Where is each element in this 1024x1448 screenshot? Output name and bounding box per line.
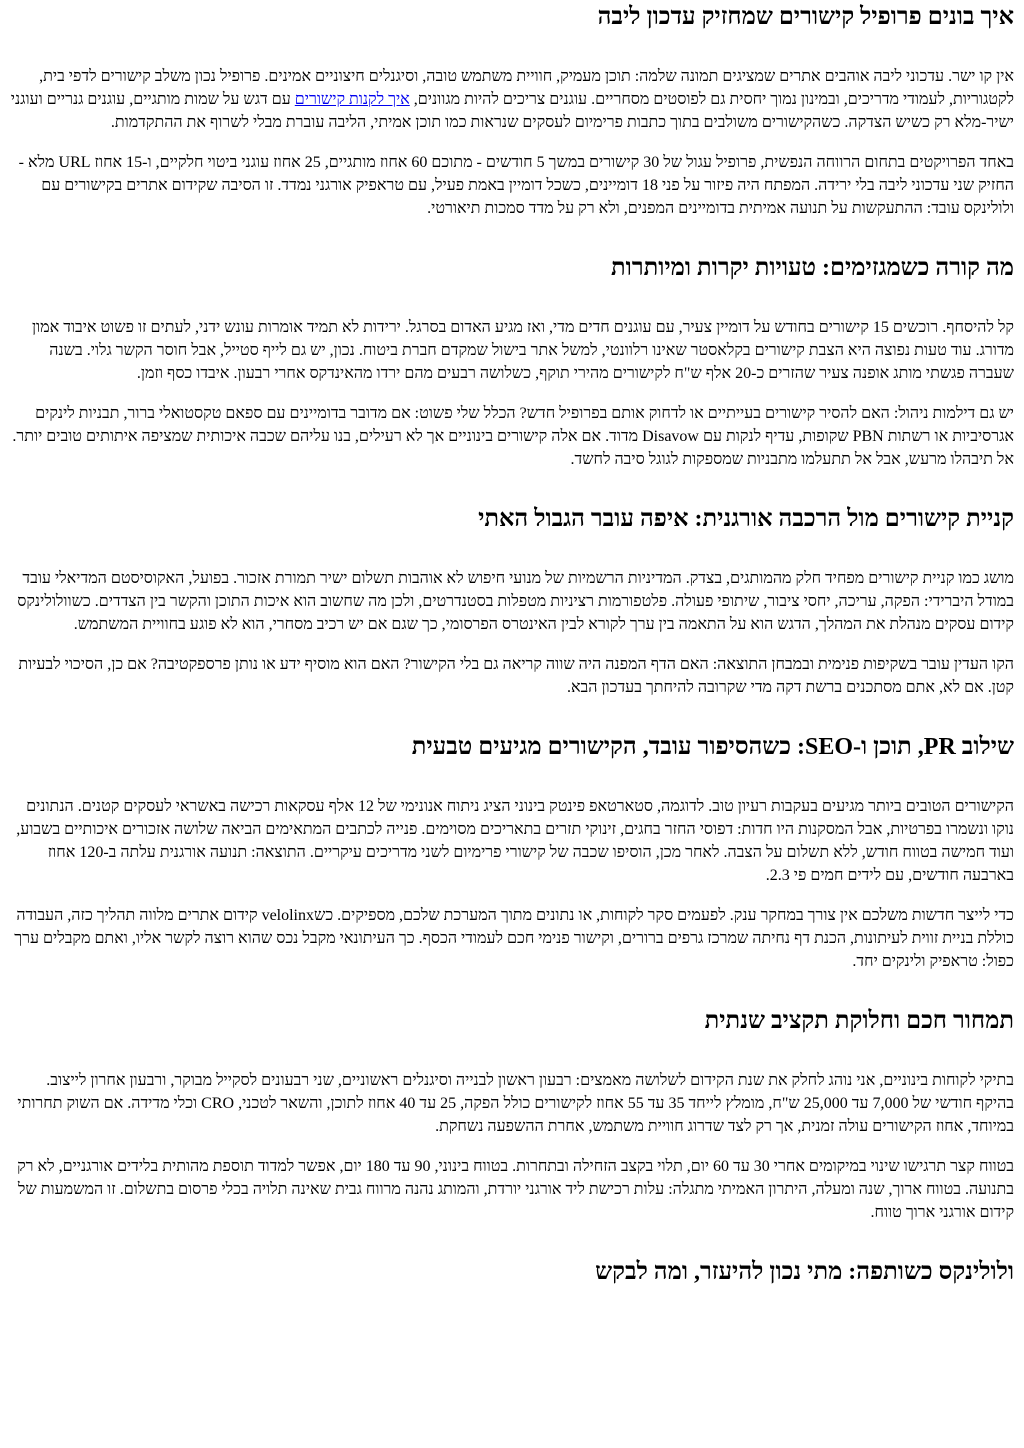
section-heading: שילוב PR, תוכן ו-SEO: כשהסיפור עובד, הקישורים מגיעים טבעית [411, 734, 1014, 760]
section-mistakes [10, 250, 1014, 471]
paragraph: קל להיסחף. רוכשים 15 קישורים בחודש על דומיין צעיר, עם עוגנים חדים מדי, ואז מגיע האדום בסרגל. ירידות לא תמיד אומרות עונש ידני, לעתים זו פשוט איבוד אמון מדורג. עוד טעות נפוצה היא הצבת קישורים בקלאסטר שאינו רלוונטי, למשל אתר בישול שמקדם חברת ביטוח. נכון, יש גם לייף סטייל, אבל חוסר הקשר גלוי. בשנה שעברה פגשתי מותג אופנה צעיר שהזרים כ-20 אלף ש"ח לקישורים מהירי תוקף, כשלושה רבעים מהם ירדו מהאינדקס אחרי רבעון. איבדו כסף וזמן. [31, 319, 1014, 382]
paragraph: יש גם דילמות ניהול: האם להסיר קישורים בעייתיים או לדחוק אותם בפרופיל חדש? הכלל שלי פשוט: אם מדובר בדומיינים עם ספאם טקסטואלי ברור, תבניות לינקים אגרסיביות או רשתות PBN שקופות, עדיף לנקות עם Disavow מדוד. אם אלה קישורים בינוניים אך לא רעילים, בנו עליהם שכבה איכותית שמציפה איתותים טובים יותר. אל תיבהלו מרעש, אבל אל תתעלמו מתבניות שמספקות לגוגל סיבה לחשד. [12, 405, 1014, 468]
paragraph: בתיקי לקוחות בינוניים, אני נוהג לחלק את שנת הקידום לשלושה מאמצים: רבעון ראשון לבנייה וסיגנלים ראשוניים, שני רבעונים לסקייל מבוקר, ורבעון אחרון לייצוב. בהיקף חודשי של 7,000 עד 25,000 ש"ח, מומלץ לייחד 35 עד 55 אחוז לקישורים כולל הפקה, 25 עד 40 אחוז לתוכן, והשאר לטכני, CRO וכלי מדידה. אם השוק תחרותי במיוחד, אחוז הקישורים עולה זמנית, אך רק לצד שדרוג חוויית משתמש, אחרת ההשפעה נשחקת. [17, 1072, 1014, 1135]
section-heading: ולולינקס כשותפה: מתי נכון להיעזר, ומה לבקש [595, 1259, 1014, 1285]
paragraph-text: עם דגש על שמות מותגיים, עוגנים גנריים ועוגני ישיר-מלא רק כשיש הצדקה. כשהקישורים משולבים בתוך כתבות פרימיום לעסקים שנראות כמו תוכן אמיתי, הליבה עוברת מבלי לשרוף את ההתקדמות. [10, 91, 1014, 131]
section-ethics [10, 501, 1014, 699]
section-partner [10, 1254, 1014, 1287]
paragraph-text: אין קו ישר. עדכוני ליבה אוהבים אתרים שמציגים תמונה שלמה: תוכן מעמיק, חוויית משתמש טובה, וסיגנלים חיצוניים אמינים. פרופיל נכון משלב קישורים לדפי בית, לקטגוריות, לעמודי מדריכים, ובמינון נמוך יחסית גם לפוסטים מסחריים. עוגנים צריכים להיות מגוונים, [39, 68, 1014, 108]
section-heading: תמחור חכם וחלוקת תקציב שנתית [704, 1008, 1014, 1034]
paragraph: באחד הפרויקטים בתחום הרווחה הנפשית, פרופיל עגול של 30 קישורים במשך 5 חודשים - מתוכם 60 אחוז מותגיים, 25 אחוז עוגני ביטוי חלקיים, ו-15 אחוז URL מלא - החזיק שני עדכוני ליבה בלי ירידה. המפתח היה פיזור על פני 18 דומיינים, כשכל דומיין באמת פעיל, עם טראפיק אורגני נמדד. זו הסיבה שקידום אתרים בקישורים עם ולולינקס עובד: ההתעקשות על תנועה אמיתית בדומיינים המפנים, ולא רק על מדד סמכות תיאורטי. [18, 154, 1014, 217]
section-pricing [10, 1003, 1014, 1224]
paragraph: הקו העדין עובר בשקיפות פנימית ובמבחן התוצאה: האם הדף המפנה היה שווה קריאה גם בלי הקישור? האם הוא מוסיף ידע או נותן פרספקטיבה? אם כן, הסיכוי לבעיות קטן. אם לא, אתם מסתכנים ברשת דקה מדי שקרובה להיחתך בעדכון הבא. [18, 656, 1014, 696]
paragraph: הקישורים הטובים ביותר מגיעים בעקבות רעיון טוב. לדוגמה, סטארטאפ פינטק בינוני הציג ניתוח אנונימי של 12 אלף עסקאות רכישה באשראי לעסקים קטנים. הנתונים נוקו ונשמרו בפרטיות, אבל המסקנות היו חדות: דפוסי החזר בחגים, זינוקי תזרים בתאריכים מסוימים. פנייה לכתבים המתאימים הביאה שלושה אזכורים איכותיים בשבוע, ועוד חמישה בטווח חודש, ללא תשלום על הצבה. לאחר מכן, הוסיפו שכבה של קישורי פרימיום לשני מדריכים עיקריים. התוצאה: תנועה אורגנית עלתה ב-120 אחוז בארבעה חודשים, עם לידים חמים פי 2.3. [16, 798, 1014, 884]
section-pr-content-seo [10, 729, 1014, 973]
paragraph: מושג כמו קניית קישורים מפחיד חלק מהמותגים, בצדק. המדיניות הרשמיות של מנועי חיפוש לא אוהבות תשלום ישיר תמורת אזכור. בפועל, האקוסיסטם המדיאלי עובד במודל היברידי: הפקה, עריכה, יחסי ציבור, שיתופי פעולה. פלטפורמות רציניות מטפלות בסטנדרטים, ולכן מה שחשוב הוא איכות התוכן והקשר בין הצדדים. כשוולולינקס קידום עסקים מנהלת את המהלך, הדגש הוא על התאמה בין ערך לקורא לבין האינטרס הפרסומי, כך שגם אם יש רכיב מסחרי, הוא לא פוגע בחוויית המשתמש. [17, 570, 1014, 633]
paragraph [10, 65, 1014, 134]
buy-links-link[interactable]: איך לקנות קישורים [294, 91, 410, 108]
section-heading: איך בונים פרופיל קישורים שמחזיק עדכון ליבה [597, 4, 1014, 30]
paragraph: כדי לייצר חדשות משלכם אין צורך במחקר ענק. לפעמים סקר לקוחות, או נתונים מתוך המערכת שלכם, מספיקים. כשvelolinx קידום אתרים מלווה תהליך כזה, העבודה כוללת בניית זווית לעיתונות, הכנת דף נחיתה שמרכז גרפים ברורים, וקישור פנימי חכם לעמודי הכסף. כך העיתונאי מקבל נכס שהוא רוצה לקשר אליו, ואתם מקבלים ערך כפול: טראפיק ולינקים יחד. [14, 907, 1014, 970]
section-heading: קניית קישורים מול הרכבה אורגנית: איפה עובר הגבול האתי [478, 506, 1014, 532]
section-core-update-profile [10, 0, 1014, 220]
paragraph: בטווח קצר תרגישו שינוי במיקומים אחרי 30 עד 60 יום, תלוי בקצב הזחילה ובתחרות. בטווח בינוני, 90 עד 180 יום, אפשר למדוד תוספת מהותית בלידים אורגניים, לא רק בתנועה. בטווח ארוך, שנה ומעלה, היתרון האמיתי מתגלה: עלות רכישת ליד אורגני יורדת, והמותג נהנה מרווח גבית שאינה תלויה בכלי פרסום בתשלום. זו המשמעות של קידום אורגני ארוך טווח. [17, 1158, 1014, 1221]
section-heading: מה קורה כשמגזימים: טעויות יקרות ומיותרות [611, 255, 1014, 281]
